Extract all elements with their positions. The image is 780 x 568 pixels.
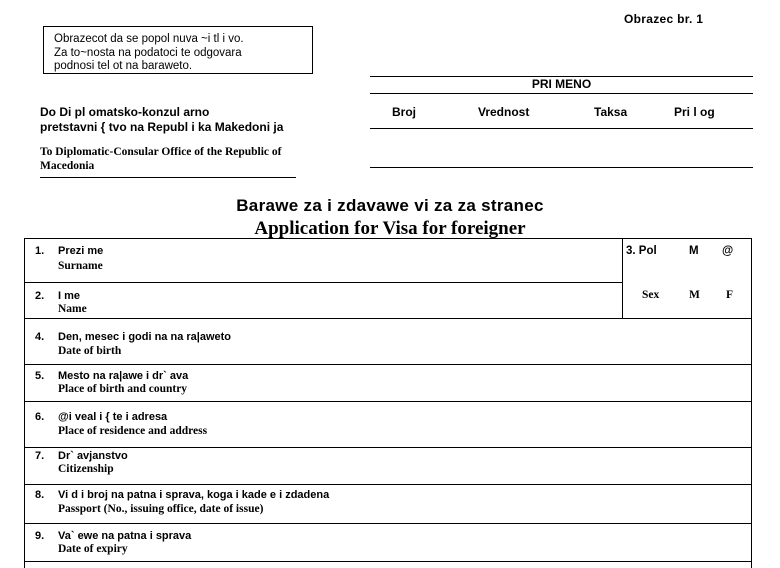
column-prilog: Pri l og <box>674 105 715 119</box>
sex-label-en: Sex <box>642 289 660 301</box>
field-label-mk: Mesto na ra|awe i dr` ava <box>58 370 189 382</box>
column-taksa: Taksa <box>594 105 628 119</box>
row-divider <box>24 523 752 524</box>
sex-female-en: F <box>726 289 734 301</box>
field-label-en: Date of expiry <box>58 543 128 555</box>
office-mk-line: pretstavni { tvo na Republ i ka Makedoni ja <box>40 120 284 134</box>
sex-male-mk: M <box>689 245 699 257</box>
field-label-mk: Vi d i broj na patna i sprava, koga i kade e i zdadena <box>58 489 330 501</box>
title-en: Application for Visa for foreigner <box>254 218 526 239</box>
field-number: 2. <box>35 290 45 302</box>
field-label-en: Surname <box>58 260 103 272</box>
office-mk <box>40 105 283 135</box>
office-mk-line: Do Di pl omatsko-konzul arno <box>40 105 210 119</box>
field-number: 7. <box>35 450 45 462</box>
row-divider <box>24 364 752 365</box>
notice-box <box>43 26 313 74</box>
notice-line: podnosi tel ot na baraweto. <box>54 60 193 72</box>
notice-line: Obrazecot da se popol nuva ~i tl i vo. <box>54 33 244 45</box>
field-number: 4. <box>35 331 45 343</box>
field-label-mk: Prezi me <box>58 245 104 257</box>
sex-male-en: M <box>689 289 700 301</box>
form-table <box>24 238 752 568</box>
field-label-en: Name <box>58 303 87 315</box>
received-mid-rule <box>370 128 753 129</box>
row-divider <box>24 318 752 319</box>
sex-label-mk: 3. Pol <box>626 245 657 257</box>
field-number: 6. <box>35 411 45 423</box>
field-label-en: Date of birth <box>58 345 122 357</box>
column-vrednost: Vrednost <box>478 105 530 119</box>
notice-line: Za to~nosta na podatoci te odgovara <box>54 46 242 59</box>
column-broj: Broj <box>392 105 416 119</box>
sex-female-mk: @ <box>722 245 734 257</box>
field-label-en: Place of birth and country <box>58 383 188 395</box>
row-divider <box>24 401 752 402</box>
received-title: PRI MENO <box>531 77 592 91</box>
office-en-line: To Diplomatic-Consular Office of the Republic of <box>40 146 282 158</box>
field-label-mk: Den, mesec i godi na na ra|aweto <box>58 331 232 343</box>
field-label-en: Citizenship <box>58 463 114 475</box>
field-number: 5. <box>35 370 45 382</box>
field-number: 1. <box>35 245 45 257</box>
form-number: Obrazec br. 1 <box>624 12 704 26</box>
field-label-mk: Va` ewe na patna i sprava <box>58 530 192 542</box>
field-label-en: Place of residence and address <box>58 425 208 437</box>
sex-column-divider <box>622 238 623 318</box>
field-number: 8. <box>35 489 45 501</box>
field-label-mk: Dr` avjanstvo <box>58 450 128 462</box>
row-divider <box>24 447 752 448</box>
field-label-mk: @i veal i { te i adresa <box>58 411 168 423</box>
row-divider <box>24 561 752 562</box>
office-en <box>40 145 282 173</box>
field-label-en: Passport (No., issuing office, date of issue) <box>58 503 264 515</box>
row-divider <box>24 282 622 283</box>
office-en-line: Macedonia <box>40 160 95 172</box>
office-underline <box>40 177 296 178</box>
field-number: 9. <box>35 530 45 542</box>
title-mk: Barawe za i zdavawe vi za za stranec <box>236 196 544 215</box>
received-bottom-rule <box>370 167 753 168</box>
field-label-mk: I me <box>58 290 81 302</box>
row-divider <box>24 484 752 485</box>
received-title-rule <box>370 93 753 94</box>
